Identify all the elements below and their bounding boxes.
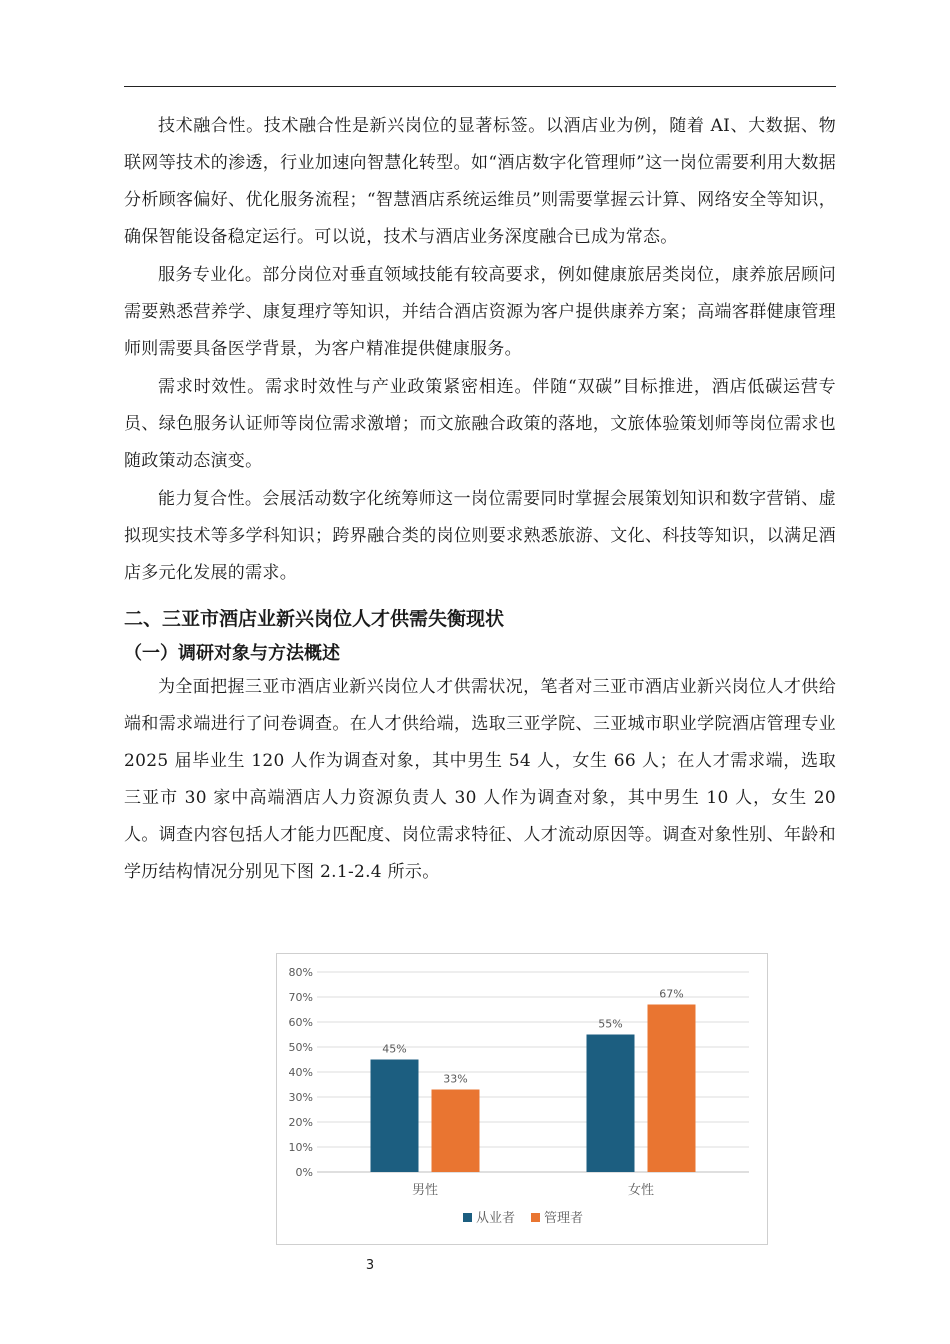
y-tick-label: 60% xyxy=(288,1016,313,1029)
y-tick-label: 50% xyxy=(288,1041,313,1054)
y-tick-label: 40% xyxy=(288,1066,313,1079)
chart-svg xyxy=(277,954,767,1244)
text-block xyxy=(124,108,836,892)
y-tick-label: 10% xyxy=(288,1141,313,1154)
legend-label: 管理者 xyxy=(544,1211,584,1226)
legend-swatch xyxy=(463,1213,472,1222)
page-number: 3 xyxy=(365,1258,375,1273)
data-label: 45% xyxy=(382,1042,407,1056)
y-tick-label: 30% xyxy=(288,1091,313,1104)
bar xyxy=(648,1005,696,1173)
bar xyxy=(371,1060,419,1173)
y-tick-label: 80% xyxy=(288,966,313,979)
y-tick-label: 0% xyxy=(295,1166,313,1179)
paragraph-demand-timeliness: 需求时效性。需求时效性与产业政策紧密相连。伴随“双碳”目标推进，酒店低碳运营专员、绿色服务认证师等岗位需求激增；而文旅融合政策的落地，文旅体验策划师等岗位需求也随政策动态演变。 xyxy=(124,377,836,471)
data-label: 55% xyxy=(598,1017,623,1031)
data-label: 33% xyxy=(443,1072,468,1086)
bar xyxy=(432,1090,480,1173)
section-heading: 二、三亚市酒店业新兴岗位人才供需失衡现状 xyxy=(124,608,505,630)
legend-swatch xyxy=(531,1213,540,1222)
paragraph-ability-composite: 能力复合性。会展活动数字化统筹师这一岗位需要同时掌握会展策划知识和数字营销、虚拟现实技术等多学科知识；跨界融合类的岗位则要求熟悉旅游、文化、科技等知识，以满足酒店多元化发展的需求。 xyxy=(124,489,836,583)
data-label: 67% xyxy=(659,987,684,1001)
x-category-label: 男性 xyxy=(411,1183,439,1198)
y-tick-label: 70% xyxy=(288,991,313,1004)
legend-label: 从业者 xyxy=(476,1211,516,1226)
paragraph-survey-method: 为全面把握三亚市酒店业新兴岗位人才供需状况，笔者对三亚市酒店业新兴岗位人才供给端和需求端进行了问卷调查。在人才供给端，选取三亚学院、三亚城市职业学院酒店管理专业 2025 届毕业生 120 人作为调查对象，其中男生 54 人，女生 66 人；在人才需求端，选取三亚市 30 家中高端酒店人力资源负责人 30 人作为调查对象，其中男生 10 人，女生 20 人。调查内容包括人才能力匹配度、岗位需求特征、人才流动原因等。调查对象性别、年龄和学历结构情况分别见下图 2.1-2.4 所示。 xyxy=(124,677,836,882)
subsection-heading: （一）调研对象与方法概述 xyxy=(124,643,340,664)
bar xyxy=(587,1035,635,1173)
paragraph-tech-integration: 技术融合性。技术融合性是新兴岗位的显著标签。以酒店业为例，随着 AI、大数据、物联网等技术的渗透，行业加速向智慧化转型。如“酒店数字化管理师”这一岗位需要利用大数据分析顾客偏好、优化服务流程；“智慧酒店系统运维员”则需要掌握云计算、网络安全等知识，确保智能设备稳定运行。可以说，技术与酒店业务深度融合已成为常态。 xyxy=(124,116,836,247)
gender-bar-chart xyxy=(276,953,768,1245)
paragraph-service-specialization: 服务专业化。部分岗位对垂直领域技能有较高要求，例如健康旅居类岗位，康养旅居顾问需要熟悉营养学、康复理疗等知识，并结合酒店资源为客户提供康养方案；高端客群健康管理师则需要具备医学背景，为客户精准提供健康服务。 xyxy=(124,265,836,359)
x-category-label: 女性 xyxy=(627,1183,655,1198)
y-tick-label: 20% xyxy=(288,1116,313,1129)
header-rule xyxy=(124,86,836,87)
